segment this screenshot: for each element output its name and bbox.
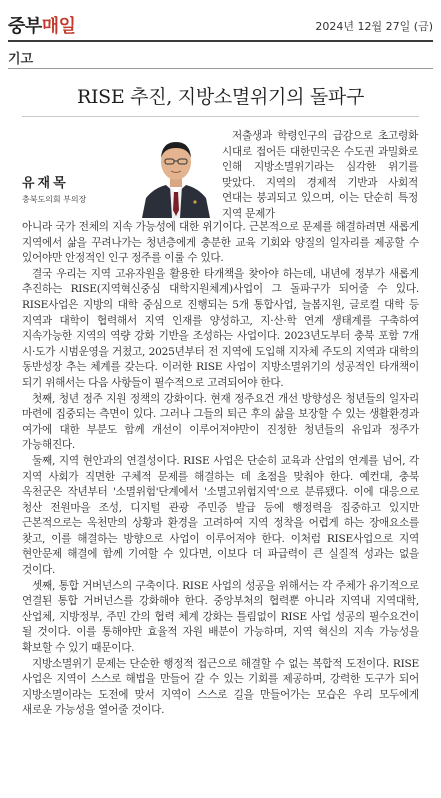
publication-date: 2024년 12월 27일 (금)	[315, 20, 433, 33]
masthead-divider	[8, 40, 433, 42]
section-label: 기고	[8, 52, 34, 67]
article-paragraph: 아니라 국가 전체의 지속 가능성에 대한 위기이다. 근본적으로 문제를 해결하려면 새롭게 지역에서 삶을 꾸려나가는 청년층에게 충분한 교육 기회와 양질의 일자리를 제공할 수 있어야만 안정적인 인구 정주를 이룰 수 있다.	[22, 221, 419, 265]
article-headline: RISE 추진, 지방소멸위기의 돌파구	[76, 86, 365, 108]
headline-divider	[22, 116, 419, 117]
article-body	[22, 220, 419, 719]
article-paragraph: 둘째, 지역 현안과의 연결성이다. RISE 사업은 단순히 교육과 산업의 연계를 넘어, 각 지역 사회가 직면한 구체적 문제를 해결하는 데 초점을 맞춰야 한다. 예컨대, 충북 옥천군은 작년부터 '소멸위험'단계에서 '소멸고위험지역'으로 분류됐다. 이에 대응으로 청산 전원마을 조성, 디지털 관광 주민증 발급 등에 행정력을 집중하고 있지만 근본적으로는 옥천만의 상황과 환경을 고려하여 지역 정착을 어렵게 하는 장애요소를 찾고, 이를 해결하는 방향으로 사업이 이루어져야 한다. 이처럼 RISE사업으로 지역 현안문제 해결에 함께 기여할 수 있다면, 이보다 더 파급력이 큰 실질적 성과는 없을 것이다.	[22, 454, 419, 577]
article-paragraph: 첫째, 청년 정주 지원 정책의 강화이다. 현재 정주요건 개선 방향성은 청년들의 일자리 마련에 집중되는 측면이 있다. 그러나 그들의 퇴근 후의 삶을 보장할 수 있는 생활환경과 여가에 대한 부분도 함께 개선이 이루어져야만이 진정한 청년들의 유입과 정주가 가능해진다.	[22, 392, 419, 452]
section-divider	[8, 68, 433, 69]
author-name: 유재목	[22, 176, 69, 191]
article-paragraph: 결국 우리는 지역 고유자원을 활용한 타개책을 찾아야 하는데, 내년에 정부가 새롭게 추진하는 RISE(지역혁신중심 대학지원체계)사업이 그 돌파구가 되어줄 수 있다. RISE사업은 지방의 대학 중심으로 진행되는 5개 통합사업, 늘봄지원, 글로컬 대학 등 지역과 대학이 협력해서 지역 인재를 양성하고, 지·산·학 연계 생태계를 구축하여 지속가능한 지역의 역량 강화 기반을 조성하는 사업이다. 2023년도부터 충북 포함 7개 시·도가 시범운영을 거쳤고, 2025년부터 전 지역에 도입해 지자체 주도의 지역과 대학의 동반성장 추는 체계를 갖는다. 이러한 RISE 사업이 지방소멸위기의 성공적인 타개책이 되기 위해서는 다음 사항들이 필수적으로 고려되어야 한다.	[22, 267, 419, 389]
logo-main-text: 중부	[8, 16, 42, 37]
author-portrait-photo	[140, 128, 212, 218]
author-box	[22, 128, 210, 220]
article-paragraph: 셋째, 통합 거버넌스의 구축이다. RISE 사업의 성공을 위해서는 각 주체가 유기적으로 연결된 통합 거버넌스를 강화해야 한다. 중앙부처의 협력뿐 아니라 지역내 지역대학, 산업체, 지방정부, 주민 간의 협력 체계 강화는 틀림없이 RISE 사업 성공의 필수요건이 될 것이다. 이를 통해야만 효율적 자원 배분이 가능하며, 지역 혁신의 지속 가능성을 확보할 수 있기 때문이다.	[22, 579, 419, 655]
newspaper-logo	[8, 12, 76, 38]
article-lead-column	[222, 129, 418, 223]
author-title: 충북도의회 부의장	[22, 195, 87, 204]
article-paragraph: 지방소멸위기 문제는 단순한 행정적 접근으로 해결할 수 없는 복합적 도전이다. RISE 사업은 지역이 스스로 해법을 만들어 갈 수 있는 기회를 제공하며, 강력한 도구가 되어 지방소멸이라는 도전에 맞서 지역이 스스로 길을 만들어가는 모습은 우리 모두에게 새로운 가능성을 열어줄 것이다.	[22, 657, 419, 717]
logo-accent-text: 매일	[41, 16, 76, 37]
masthead	[8, 8, 433, 38]
article-paragraph-lead: 저출생과 학령인구의 급감으로 초고령화 시대로 접어든 대한민국은 수도권 과밀화로 인해 지방소멸위기라는 심각한 위기를 맞았다. 지역의 경제적 기반과 사회적 연대는 붕괴되고 있으며, 이는 단순히 특정 지역 문제가	[222, 130, 418, 220]
